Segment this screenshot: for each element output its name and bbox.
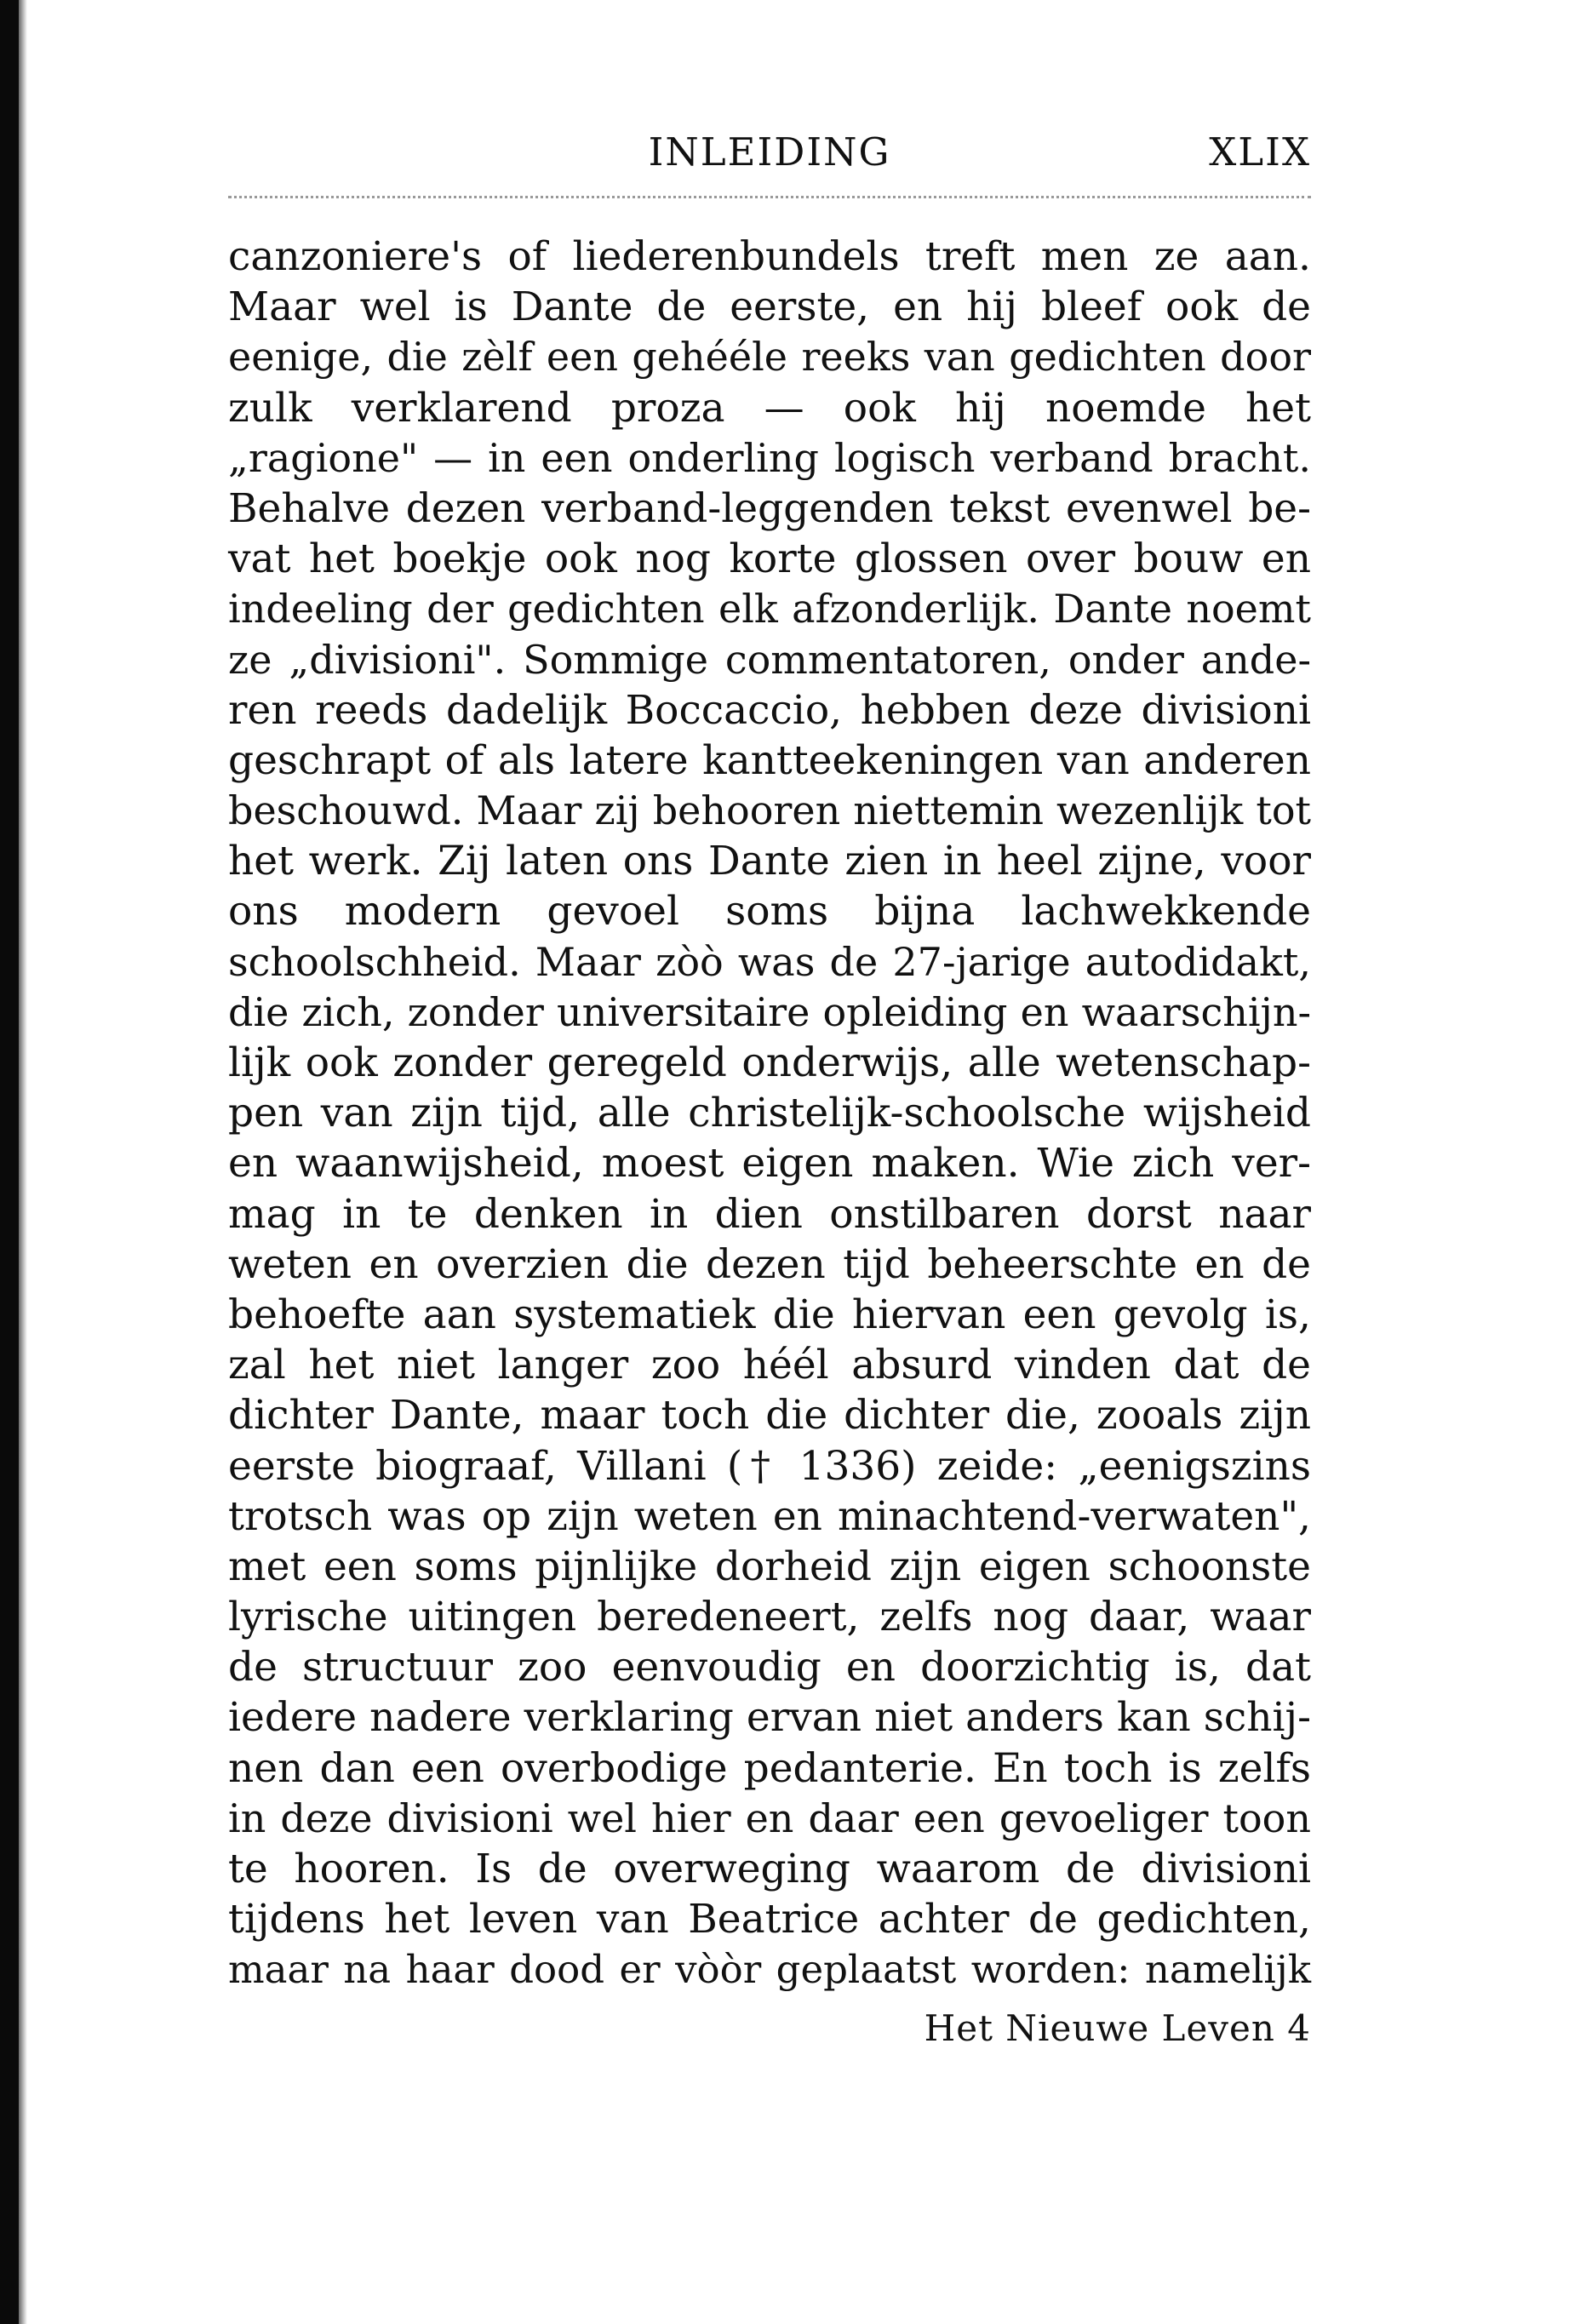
- text-line: trotsch was op zijn weten en minachtend-verwaten",: [228, 1492, 1311, 1540]
- text-line: Behalve dezen verband-leggenden tekst evenwel be-: [228, 484, 1311, 532]
- text-line: eenige, die zèlf een gehééle reeks van gedichten door: [228, 334, 1311, 381]
- text-line: geschrapt of als latere kantteekeningen van anderen: [228, 736, 1311, 784]
- text-line: beschouwd. Maar zij behooren niettemin wezenlijk tot: [228, 787, 1311, 834]
- running-head: [228, 129, 1311, 180]
- text-line: iedere nadere verklaring ervan niet anders kan schij-: [228, 1694, 1311, 1742]
- text-line: lyrische uitingen beredeneert, zelfs nog daar, waar: [228, 1594, 1311, 1641]
- binding-shadow: [19, 0, 27, 2324]
- text-line: Maar wel is Dante de eerste, en hij bleef ook de: [228, 283, 1311, 331]
- text-line: tijdens het leven van Beatrice achter de gedichten,: [228, 1896, 1311, 1943]
- text-line: weten en overzien die dezen tijd beheerschte en de: [228, 1240, 1311, 1288]
- text-line: nen dan een overbodige pedanterie. En toch is zelfs: [228, 1744, 1311, 1792]
- text-line: de structuur zoo eenvoudig en doorzichtig is, dat: [228, 1644, 1311, 1691]
- text-line: met een soms pijnlijke dorheid zijn eigen schoonste: [228, 1543, 1311, 1590]
- dotted-rule: [228, 196, 1311, 198]
- text-line: „ragione" — in een onderling logisch verband bracht.: [228, 434, 1311, 481]
- text-line: lijk ook zonder geregeld onderwijs, alle wetenschap-: [228, 1039, 1311, 1086]
- text-line: in deze divisioni wel hier en daar een gevoeliger toon: [228, 1795, 1311, 1841]
- text-line: ren reeds dadelijk Boccaccio, hebben deze divisioni: [228, 686, 1311, 734]
- text-line: die zich, zonder universitaire opleiding en waarschijn-: [228, 988, 1311, 1035]
- text-line: zulk verklarend proza — ook hij noemde het: [228, 384, 1311, 432]
- text-line: het werk. Zij laten ons Dante zien in heel zijne, voor: [228, 838, 1311, 885]
- text-line: vat het boekje ook nog korte glossen over bouw en: [228, 535, 1311, 583]
- text-line: indeeling der gedichten elk afzonderlijk. Dante noemt: [228, 586, 1311, 633]
- page-number: XLIX: [1209, 129, 1311, 175]
- text-line: schoolschheid. Maar zòò was de 27-jarige autodidakt,: [228, 938, 1311, 985]
- text-line: pen van zijn tijd, alle christelijk-schoolsche wijsheid: [228, 1090, 1311, 1137]
- text-line: eerste biograaf, Villani († 1336) zeide: „eenigszins: [228, 1442, 1311, 1490]
- text-line: dichter Dante, maar toch die dichter die, zooals zijn: [228, 1392, 1311, 1440]
- body-text: [228, 232, 1311, 1995]
- text-line: behoefte aan systematiek die hiervan een gevolg is,: [228, 1291, 1311, 1338]
- text-line: ons modern gevoel soms bijna lachwekkende: [228, 888, 1311, 936]
- running-head-title: INLEIDING: [648, 129, 891, 175]
- text-line: mag in te denken in dien onstilbaren dorst naar: [228, 1190, 1311, 1238]
- text-line: te hooren. Is de overweging waarom de divisioni: [228, 1846, 1311, 1892]
- text-line: en waanwijsheid, moest eigen maken. Wie zich ver-: [228, 1140, 1311, 1188]
- text-line: maar na haar dood er vòòr geplaatst worden: namelijk: [228, 1947, 1311, 1993]
- binding-edge: [0, 0, 19, 2324]
- text-line: ze „divisioni". Sommige commentatoren, onder ande-: [228, 636, 1311, 683]
- signature-mark: Het Nieuwe Leven 4: [924, 2007, 1311, 2049]
- text-line: zal het niet langer zoo héél absurd vinden dat de: [228, 1342, 1311, 1389]
- text-line: canzoniere's of liederenbundels treft men ze aan.: [228, 233, 1311, 280]
